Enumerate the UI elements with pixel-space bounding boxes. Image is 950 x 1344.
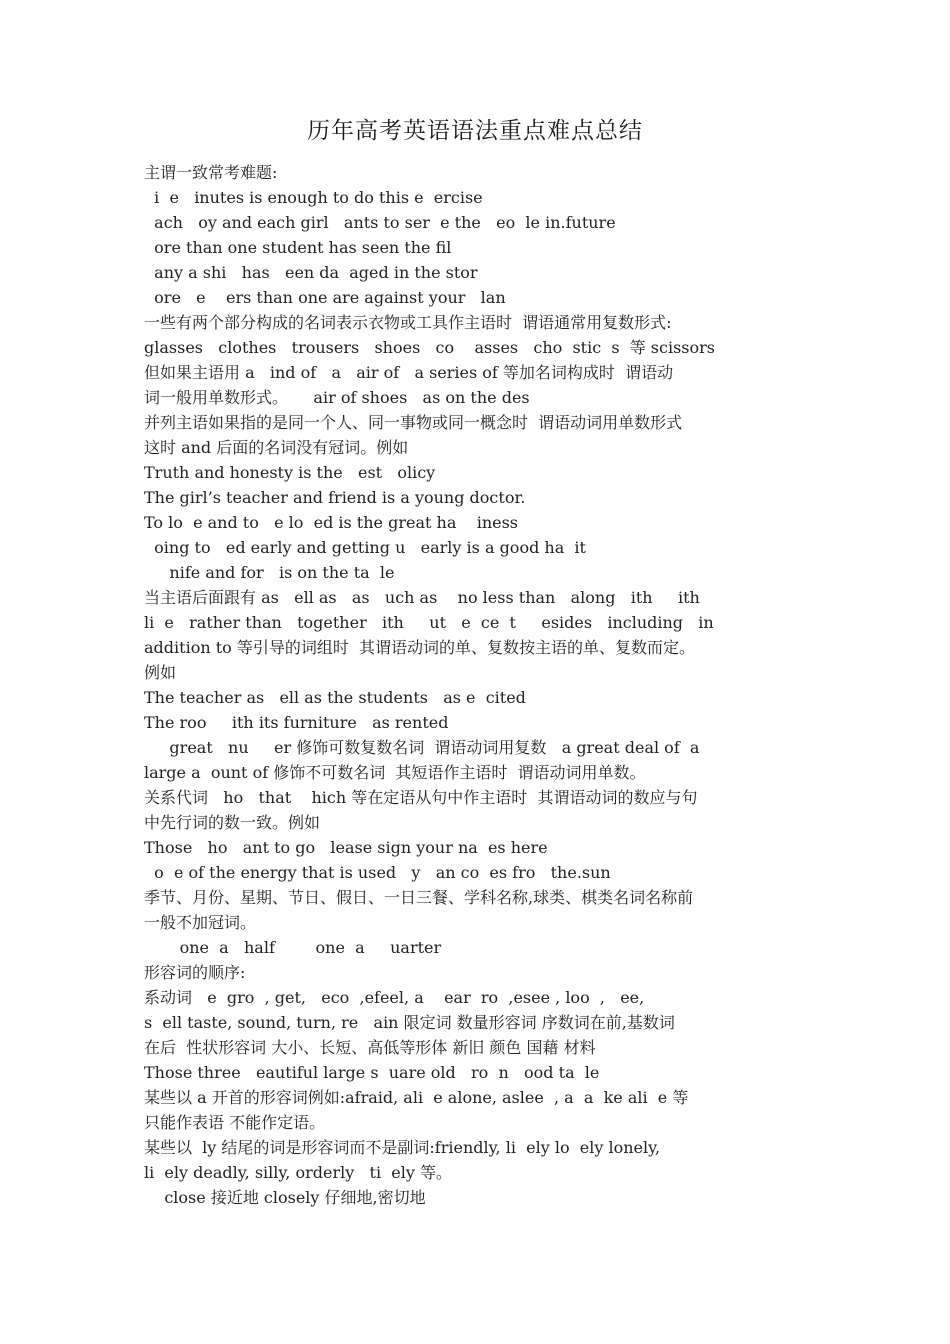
text-line: o e of the energy that is used y an co es fro the.sun: [144, 863, 611, 882]
text-line: 在后 性状形容词 大小、长短、高低等形体 新旧 颜色 国藉 材料: [144, 1038, 596, 1057]
text-line: 当主语后面跟有 as ell as as uch as no less than along ith ith: [144, 588, 700, 607]
text-line: 主谓一致常考难题:: [144, 163, 278, 182]
document-title: 历年高考英语语法重点难点总结: [307, 118, 643, 144]
text-line: 一般不加冠词。: [144, 913, 257, 932]
text-line: 系动词 e gro , get, eco ,efeel, a ear ro ,esee , loo , ee,: [144, 988, 645, 1007]
text-line: 季节、月份、星期、节日、假日、一日三餐、学科名称,球类、棋类名词名称前: [144, 888, 694, 907]
text-line: great nu er 修饰可数复数名词 谓语动词用复数 a great deal of a: [144, 738, 700, 757]
text-line: 词一般用单数形式。 air of shoes as on the des: [144, 388, 530, 407]
text-line: 并列主语如果指的是同一个人、同一事物或同一概念时 谓语动词用单数形式: [144, 413, 683, 432]
text-line: ore than one student has seen the fil: [144, 238, 452, 257]
text-line: li e rather than together ith ut e ce t esides including in: [144, 613, 714, 632]
text-line: glasses clothes trousers shoes co asses cho stic s 等 scissors: [144, 338, 716, 357]
text-line: large a ount of 修饰不可数名词 其短语作主语时 谓语动词用单数。: [144, 763, 646, 782]
text-line: 这时 and 后面的名词没有冠词。例如: [144, 438, 409, 457]
text-line: close 接近地 closely 仔细地,密切地: [144, 1188, 426, 1207]
text-line: nife and for is on the ta le: [144, 563, 395, 582]
text-line: oing to ed early and getting u early is a good ha it: [144, 538, 586, 557]
text-line: The teacher as ell as the students as e cited: [144, 688, 526, 707]
text-line: Those ho ant to go lease sign your na es here: [144, 838, 548, 857]
text-line: 但如果主语用 a ind of a air of a series of 等加名词构成时 谓语动: [144, 363, 674, 382]
text-line: 某些以 ly 结尾的词是形容词而不是副词:friendly, li ely lo ely lonely,: [144, 1138, 661, 1157]
text-line: 中先行词的数一致。例如: [144, 813, 321, 832]
text-line: one a half one a uarter: [144, 938, 442, 957]
text-line: li ely deadly, silly, orderly ti ely 等。: [144, 1163, 452, 1182]
text-line: The roo ith its furniture as rented: [144, 713, 449, 732]
text-line: ore e ers than one are against your lan: [144, 288, 506, 307]
text-line: s ell taste, sound, turn, re ain 限定词 数量形容词 序数词在前,基数词: [144, 1013, 675, 1032]
text-line: 某些以 a 开首的形容词例如:afraid, ali e alone, aslee , a a ke ali e 等: [144, 1088, 689, 1107]
text-line: 形容词的顺序:: [144, 963, 246, 982]
text-line: To lo e and to e lo ed is the great ha iness: [144, 513, 519, 532]
text-line: Truth and honesty is the est olicy: [144, 463, 436, 482]
text-line: 关系代词 ho that hich 等在定语从句中作主语时 其谓语动词的数应与句: [144, 788, 698, 807]
document-body: [144, 160, 934, 1210]
text-line: The girl’s teacher and friend is a young doctor.: [144, 488, 526, 507]
text-line: 只能作表语 不能作定语。: [144, 1113, 326, 1132]
text-line: i e inutes is enough to do this e ercise: [144, 188, 483, 207]
text-line: any a shi has een da aged in the stor: [144, 263, 478, 282]
text-line: ach oy and each girl ants to ser e the eo le in.future: [144, 213, 616, 232]
text-line: addition to 等引导的词组时 其谓语动词的单、复数按主语的单、复数而定。: [144, 638, 696, 657]
text-line: Those three eautiful large s uare old ro n ood ta le: [144, 1063, 600, 1082]
text-line: 例如: [144, 663, 177, 682]
text-line: 一些有两个部分构成的名词表示衣物或工具作主语时 谓语通常用复数形式:: [144, 313, 672, 332]
